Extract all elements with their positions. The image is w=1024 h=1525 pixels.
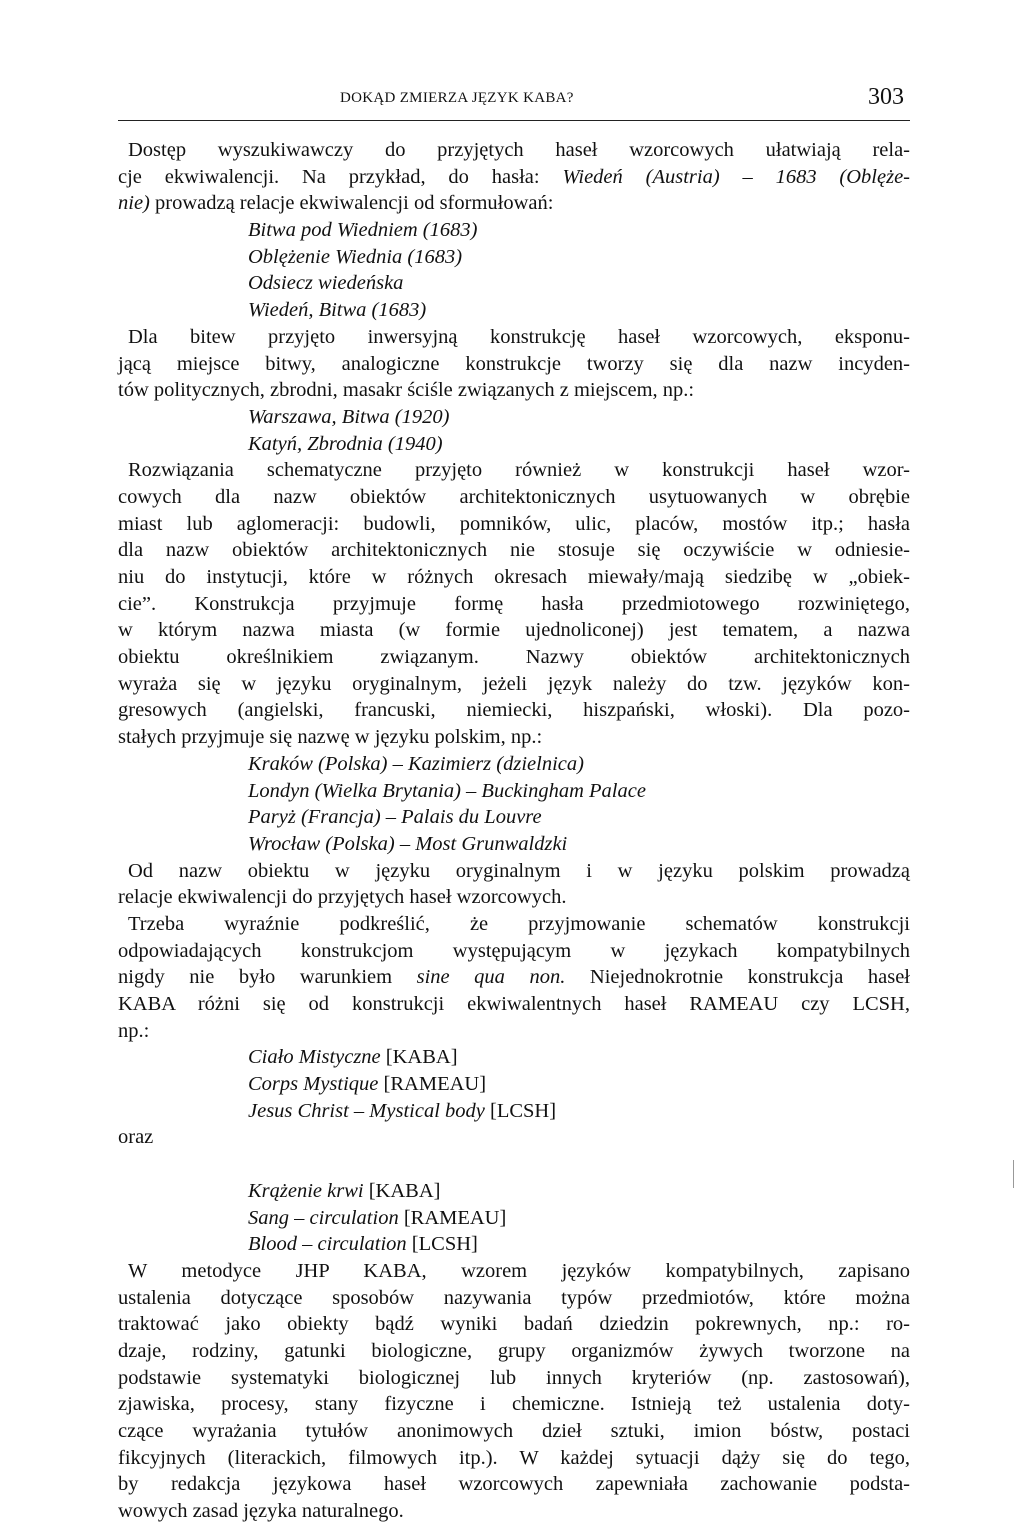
text-line bbox=[118, 457, 910, 484]
text-run: Niejednokrotnie konstrukcja haseł bbox=[565, 966, 910, 989]
text-line bbox=[118, 617, 910, 644]
text-run: Wiedeń, Bitwa (1683) bbox=[248, 299, 427, 322]
text-line bbox=[118, 217, 910, 244]
text-line bbox=[118, 1071, 910, 1098]
text-line bbox=[118, 1445, 910, 1472]
text-run: relacje ekwiwalencji do przyjętych haseł wzorcowych. bbox=[118, 886, 567, 909]
text-line bbox=[118, 964, 910, 991]
text-run: Od nazw obiektu w języku oryginalnym i w języku polskim prowadzą bbox=[128, 859, 910, 882]
text-line bbox=[118, 1205, 910, 1232]
text-run: fikcyjnych (literackich, filmowych itp.). W każdej sytuacji dąży się do tego, bbox=[118, 1446, 910, 1469]
text-line bbox=[118, 351, 910, 378]
text-line bbox=[118, 671, 910, 698]
text-run: gresowych (angielski, francuski, niemiecki, hiszpański, włoski). Dla pozo- bbox=[118, 699, 910, 722]
text-line bbox=[118, 404, 910, 431]
text-run: Dostęp wyszukiwawczy do przyjętych haseł wzorcowych ułatwiają rela- bbox=[128, 139, 910, 161]
text-run: [RAMEAU] bbox=[378, 1073, 487, 1096]
text-run: KABA różni się od konstrukcji ekwiwalentnych haseł RAMEAU czy LCSH, bbox=[118, 993, 910, 1015]
text-run: stałych przyjmuje się nazwę w języku polskim, np.: bbox=[118, 726, 543, 749]
text-run: czące wyrażania tytułów anonimowych dzieł sztuki, imion bóstw, postaci bbox=[118, 1420, 910, 1442]
text-run: Kraków (Polska) – Kazimierz (dzielnica) bbox=[248, 752, 584, 775]
italic-text: Jesus Christ – Mystical body bbox=[248, 1099, 485, 1122]
text-run: ustalenia dotyczące sposobów nazywania typów przedmiotów, które można bbox=[118, 1286, 910, 1309]
running-title: DOKĄD ZMIERZA JĘZYK KABA? bbox=[340, 90, 574, 106]
text-line bbox=[118, 324, 910, 351]
header-rule bbox=[118, 120, 910, 121]
text-line bbox=[118, 1471, 910, 1498]
text-run: np.: bbox=[118, 1019, 150, 1042]
italic-text: sine qua non. bbox=[416, 966, 566, 989]
text-line bbox=[118, 1311, 910, 1338]
text-run: w którym nazwa miasta (w formie ujednoliconej) jest tematem, a nazwa bbox=[118, 619, 910, 642]
italic-text: Sang – circulation bbox=[248, 1206, 399, 1229]
text-line bbox=[118, 137, 910, 164]
margin-mark bbox=[1013, 1160, 1014, 1188]
text-run: nigdy nie było warunkiem bbox=[118, 966, 417, 989]
text-line bbox=[118, 1338, 910, 1365]
text-line bbox=[118, 831, 910, 858]
text-line bbox=[118, 697, 910, 724]
text-run: [LCSH] bbox=[484, 1099, 557, 1122]
text-run: wyraża się w języku oryginalnym, jeżeli język należy do tzw. języków kon- bbox=[118, 672, 910, 695]
text-line bbox=[118, 858, 910, 885]
italic-text: Blood – circulation bbox=[248, 1233, 407, 1256]
text-run: Rozwiązania schematyczne przyjęto również w konstrukcji haseł wzor- bbox=[128, 459, 910, 482]
text-run: [KABA] bbox=[380, 1046, 458, 1069]
text-line bbox=[118, 991, 910, 1018]
text-line bbox=[118, 164, 910, 191]
text-line bbox=[118, 190, 910, 217]
text-run: cowych dla nazw obiektów architektonicznych usytuowanych w obrębie bbox=[118, 485, 910, 508]
text-line bbox=[118, 1391, 910, 1418]
text-run: Wrocław (Polska) – Most Grunwaldzki bbox=[248, 832, 568, 855]
text-line bbox=[118, 1044, 910, 1071]
page-number: 303 bbox=[868, 84, 904, 110]
text-line bbox=[118, 431, 910, 458]
text-line bbox=[118, 537, 910, 564]
text-run: obiektu określnikiem związanym. Nazwy obiektów architektonicznych bbox=[118, 646, 910, 669]
text-run: niu do instytucji, które w różnych okresach miewały/mają siedzibę w „obiek- bbox=[118, 566, 910, 588]
text-run: Trzeba wyraźnie podkreślić, że przyjmowanie schematów konstrukcji bbox=[128, 912, 910, 935]
text-run: dla nazw obiektów architektonicznych nie stosuje się oczywiście w odniesie- bbox=[118, 539, 910, 562]
text-line bbox=[118, 377, 910, 404]
text-line bbox=[118, 1418, 910, 1445]
text-run: W metodyce JHP KABA, wzorem języków kompatybilnych, zapisano bbox=[128, 1259, 910, 1282]
text-line bbox=[118, 938, 910, 965]
text-line bbox=[118, 644, 910, 671]
text-run: Londyn (Wielka Brytania) – Buckingham Palace bbox=[248, 779, 646, 802]
page-header bbox=[118, 86, 910, 120]
italic-text: nie) bbox=[118, 192, 150, 215]
text-run: dzaje, rodziny, gatunki biologiczne, grupy organizmów żywych tworzone na bbox=[118, 1339, 910, 1362]
text-run: cie”. Konstrukcja przyjmuje formę hasła przedmiotowego rozwiniętego, bbox=[118, 592, 910, 615]
text-run: miast lub aglomeracji: budowli, pomników, ulic, placów, mostów itp.; hasła bbox=[118, 512, 910, 535]
text-line bbox=[118, 1365, 910, 1392]
italic-text: Corps Mystique bbox=[248, 1073, 379, 1096]
text-run: oraz bbox=[118, 1126, 154, 1149]
text-run: Oblężenie Wiednia (1683) bbox=[248, 245, 463, 268]
text-line bbox=[118, 751, 910, 778]
text-line bbox=[118, 884, 910, 911]
text-line bbox=[118, 1178, 910, 1205]
text-line bbox=[118, 1018, 910, 1045]
text-run: Katyń, Zbrodnia (1940) bbox=[248, 432, 443, 455]
text-line bbox=[118, 1151, 910, 1178]
text-line bbox=[118, 804, 910, 831]
text-run: tów politycznych, zbrodni, masakr ściśle związanych z miejscem, np.: bbox=[118, 379, 695, 402]
text-run: traktować jako obiekty bądź wyniki badań dziedzin pokrewnych, np.: ro- bbox=[118, 1313, 910, 1336]
text-run: Warszawa, Bitwa (1920) bbox=[248, 405, 450, 428]
text-line bbox=[118, 484, 910, 511]
text-run: [RAMEAU] bbox=[398, 1206, 507, 1229]
text-run: jącą miejsce bitwy, analogiczne konstrukcje tworzy się dla nazw incyden- bbox=[118, 352, 910, 375]
text-run: odpowiadających konstrukcjom występującym w językach kompatybilnych bbox=[118, 939, 910, 962]
italic-text: Krążenie krwi bbox=[248, 1179, 364, 1202]
text-run: zjawiska, procesy, stany fizyczne i chemiczne. Istnieją też ustalenia doty- bbox=[118, 1393, 910, 1416]
text-run: podstawie systematyki biologicznej lub innych kryteriów (np. zastosowań), bbox=[118, 1366, 910, 1389]
text-run: Paryż (Francja) – Palais du Louvre bbox=[248, 806, 542, 829]
text-line bbox=[118, 270, 910, 297]
text-line bbox=[118, 511, 910, 538]
italic-text: Wiedeń (Austria) – 1683 (Oblęże- bbox=[562, 165, 910, 188]
text-run: cje ekwiwalencji. Na przykład, do hasła: bbox=[118, 165, 563, 188]
text-run: wowych zasad języka naturalnego. bbox=[118, 1500, 404, 1523]
text-line bbox=[118, 564, 910, 591]
text-run: Dla bitew przyjęto inwersyjną konstrukcję haseł wzorcowych, eksponu- bbox=[128, 325, 910, 348]
text-line bbox=[118, 1124, 910, 1151]
text-line bbox=[118, 297, 910, 324]
text-line bbox=[118, 911, 910, 938]
text-line bbox=[118, 1231, 910, 1258]
text-line bbox=[118, 591, 910, 618]
text-line bbox=[118, 1285, 910, 1312]
text-line bbox=[118, 244, 910, 271]
text-run: Bitwa pod Wiedniem (1683) bbox=[248, 219, 478, 242]
text-line bbox=[118, 1498, 910, 1525]
page-body-text bbox=[118, 137, 910, 1525]
text-run: prowadzą relacje ekwiwalencji od sformułowań: bbox=[149, 192, 554, 215]
italic-text: Ciało Mistyczne bbox=[248, 1046, 381, 1069]
text-run: [LCSH] bbox=[406, 1233, 478, 1256]
text-run: by redakcja językowa haseł wzorcowych zapewniała zachowanie podsta- bbox=[118, 1473, 910, 1496]
text-run: Odsiecz wiedeńska bbox=[248, 272, 404, 295]
text-line bbox=[118, 1098, 910, 1125]
text-run: [KABA] bbox=[363, 1179, 441, 1202]
text-line bbox=[118, 778, 910, 805]
text-line bbox=[118, 1258, 910, 1285]
text-line bbox=[118, 724, 910, 751]
